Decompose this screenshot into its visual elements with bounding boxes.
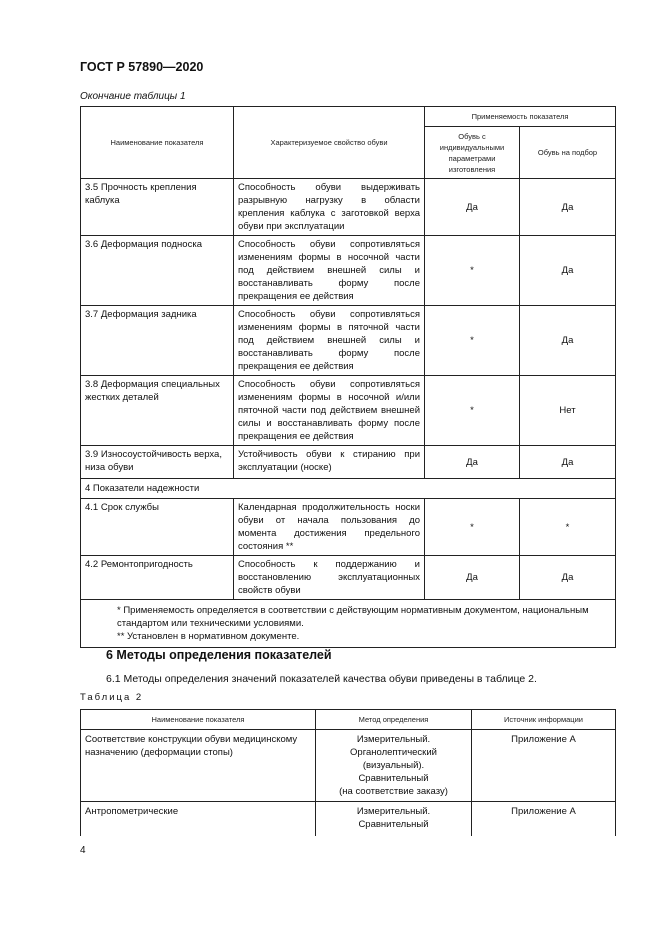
row-property: Календарная продолжительность носки обуви от начала пользования до момента достижения предельного состояния **	[234, 499, 425, 556]
table-row	[81, 236, 616, 306]
header-individual: Обувь с индивидуальными параметрами изготовления	[425, 127, 520, 179]
row-individual: Да	[425, 446, 520, 479]
method-line: (на соответствие заказу)	[339, 786, 448, 797]
table-row	[81, 499, 616, 556]
t2-header-method: Метод определения	[316, 710, 472, 730]
row-selection: Да	[520, 446, 616, 479]
table1-continuation-caption: Окончание таблицы 1	[80, 91, 186, 102]
row-individual: *	[425, 376, 520, 446]
row-selection: *	[520, 499, 616, 556]
row-indicator: 3.8 Деформация специальных жестких деталей	[81, 376, 234, 446]
notes-row	[81, 600, 616, 648]
section-title: 6 Методы определения показателей	[106, 648, 332, 662]
row-property: Способность обуви сопротивляться изменениям формы в носочной и/или пяточной части под действием внешней силы и восстанавливать форму после прекращения ее действия	[234, 376, 425, 446]
t2-row-method	[316, 730, 472, 802]
t2-row-source: Приложение А	[472, 730, 616, 802]
t2-row-indicator: Соответствие конструкции обуви медицинскому назначению (деформации стопы)	[81, 730, 316, 802]
table2	[80, 709, 616, 836]
header-applicability: Применяемость показателя	[425, 107, 616, 127]
row-property: Способность обуви выдерживать разрывную нагрузку в области крепления каблука с заготовкой верха обуви при эксплуатации	[234, 179, 425, 236]
row-selection: Да	[520, 556, 616, 600]
footnote-1: * Применяемость определяется в соответствии с действующим нормативным документом, национальным стандартом или техническими условиями.	[117, 605, 589, 629]
row-indicator: 3.9 Износоустойчивость верха, низа обуви	[81, 446, 234, 479]
table-row	[81, 556, 616, 600]
row-property: Способность обуви сопротивляться изменениям формы в пяточной части под действием внешней силы и восстанавливать форму после прекращения ее действия	[234, 306, 425, 376]
document-header: ГОСТ Р 57890—2020	[80, 60, 204, 74]
t2-header-source: Источник информации	[472, 710, 616, 730]
row-property: Способность обуви сопротивляться изменениям формы в носочной части под действием внешней силы и восстанавливать форму после прекращения ее действия	[234, 236, 425, 306]
row-indicator: 3.5 Прочность крепления каблука	[81, 179, 234, 236]
footnote-2: ** Установлен в нормативном документе.	[117, 631, 300, 642]
row-indicator: 3.6 Деформация подноска	[81, 236, 234, 306]
method-line: Сравнительный	[358, 819, 429, 830]
method-line: Измерительный.	[356, 806, 431, 817]
method-line: Сравнительный	[358, 773, 429, 784]
row-indicator: 3.7 Деформация задника	[81, 306, 234, 376]
t2-row-indicator: Антропометрические	[81, 802, 316, 836]
header-property: Характеризуемое свойство обуви	[234, 107, 425, 179]
section-row	[81, 479, 616, 499]
row-individual: *	[425, 306, 520, 376]
page-number: 4	[80, 845, 86, 856]
t2-header-indicator: Наименование показателя	[81, 710, 316, 730]
row-individual: *	[425, 499, 520, 556]
table-row	[81, 730, 616, 802]
table-row	[81, 376, 616, 446]
header-indicator: Наименование показателя	[81, 107, 234, 179]
row-selection: Да	[520, 179, 616, 236]
row-indicator: 4.2 Ремонтопригодность	[81, 556, 234, 600]
t2-row-source: Приложение А	[472, 802, 616, 836]
method-line: Измерительный.	[356, 734, 431, 745]
section-paragraph: 6.1 Методы определения значений показателей качества обуви приведены в таблице 2.	[106, 673, 537, 685]
table-notes	[81, 600, 616, 648]
row-selection: Нет	[520, 376, 616, 446]
header-selection: Обувь на подбор	[520, 127, 616, 179]
table-row	[81, 446, 616, 479]
row-individual: Да	[425, 179, 520, 236]
row-selection: Да	[520, 236, 616, 306]
method-line: (визуальный).	[362, 760, 425, 771]
method-line: Органолептический	[350, 747, 437, 758]
table-row	[81, 179, 616, 236]
row-property: Устойчивость обуви к стиранию при эксплуатации (носке)	[234, 446, 425, 479]
row-property: Способность к поддержанию и восстановлению эксплуатационных свойств обуви	[234, 556, 425, 600]
row-individual: *	[425, 236, 520, 306]
table1	[80, 106, 616, 648]
table-row	[81, 802, 616, 836]
table-row	[81, 306, 616, 376]
section-reliability: 4 Показатели надежности	[81, 479, 616, 499]
row-selection: Да	[520, 306, 616, 376]
row-indicator: 4.1 Срок службы	[81, 499, 234, 556]
row-individual: Да	[425, 556, 520, 600]
table2-caption: Таблица 2	[80, 692, 144, 703]
t2-row-method	[316, 802, 472, 836]
